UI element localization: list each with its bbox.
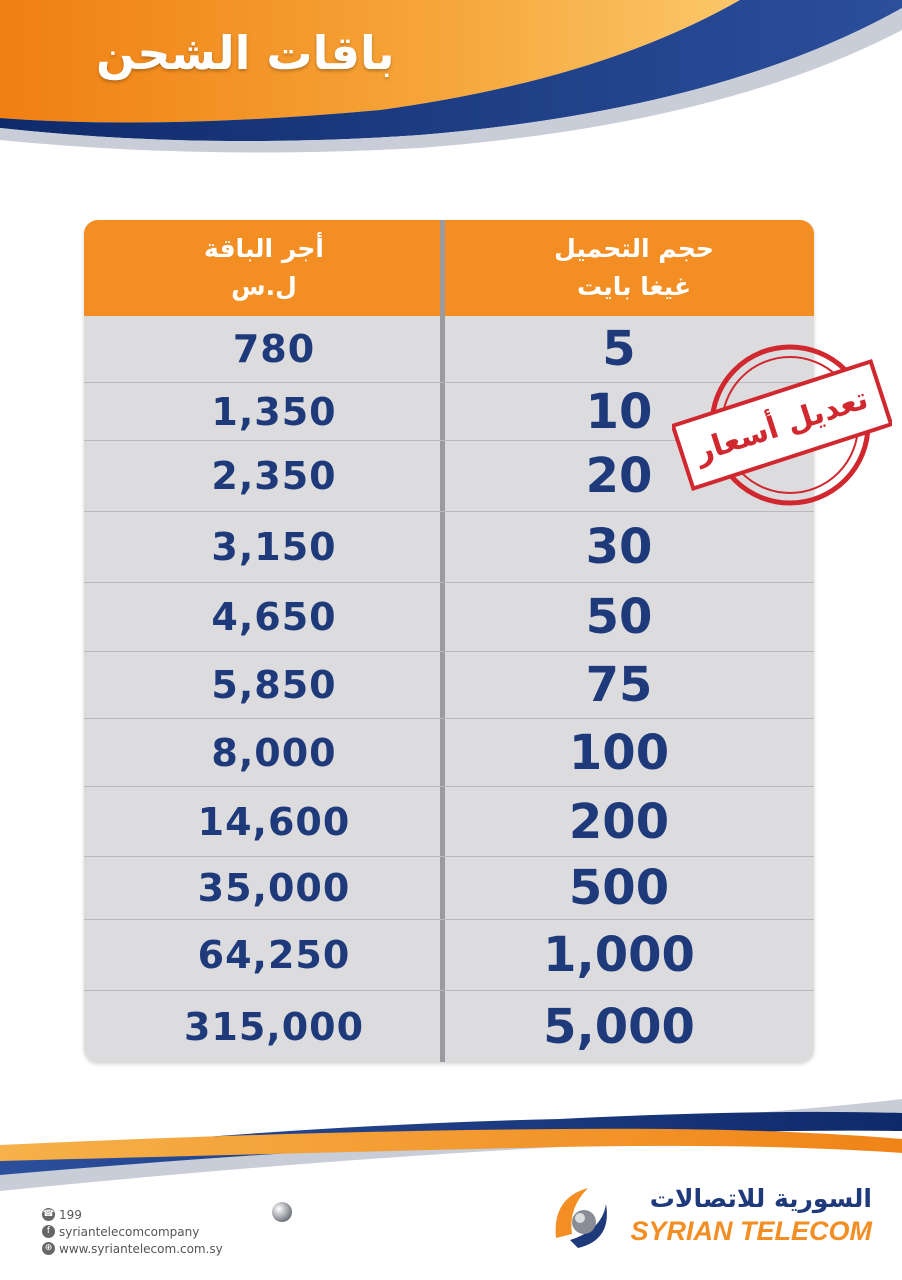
globe-icon: ⊕ [42,1242,55,1255]
price-cell: 8,000 [211,730,337,775]
table-row [84,920,814,991]
logo-swirl-icon [548,1178,614,1258]
size-cell: 5,000 [543,998,695,1055]
table-header [84,220,814,316]
page-title: باقات الشحن [96,26,395,80]
syrian-telecom-logo [548,1178,878,1258]
stamp-text: تعديل أسعار [691,380,873,470]
size-column-header: حجم التحميل غيغا بايت [554,234,714,301]
size-cell: 100 [568,724,670,781]
price-cell: 14,600 [197,799,351,844]
price-column-header: أجر الباقة ل.س [204,234,324,301]
size-cell: 500 [568,860,670,916]
size-cell: 20 [585,448,653,504]
table-row [84,652,814,719]
price-cell: 4,650 [211,595,337,639]
phone-icon: ☎ [42,1209,55,1219]
website-link[interactable]: www.syriantelecom.com.sy [59,1241,223,1256]
logo-english-text: SYRIAN TELECOM [630,1216,872,1246]
facebook-page[interactable]: syriantelecomcompany [59,1224,200,1239]
table-row [84,991,814,1062]
price-cell: 1,350 [211,389,337,434]
size-cell: 1,000 [543,927,695,983]
size-cell: 30 [585,519,653,575]
size-cell: 50 [585,589,653,645]
size-cell: 75 [585,657,653,713]
price-cell: 780 [232,327,316,371]
table-row [84,719,814,787]
phone-number: 199 [59,1207,82,1222]
size-cell: 5 [602,321,636,377]
price-cell: 2,350 [211,454,337,498]
facebook-icon: f [42,1225,55,1238]
price-cell: 64,250 [197,933,351,977]
contact-info [42,1206,223,1257]
table-row [84,787,814,857]
size-cell: 10 [585,383,653,440]
price-cell: 5,850 [211,663,337,707]
table-row [84,857,814,920]
price-cell: 35,000 [197,866,351,910]
price-cell: 315,000 [183,1004,365,1049]
table-row [84,583,814,652]
logo-arabic-text: السورية للاتصالات [649,1184,872,1213]
header-banner [0,0,902,160]
table-row [84,512,814,583]
size-cell: 200 [568,793,670,850]
price-change-stamp [672,330,892,520]
price-cell: 3,150 [211,525,337,569]
